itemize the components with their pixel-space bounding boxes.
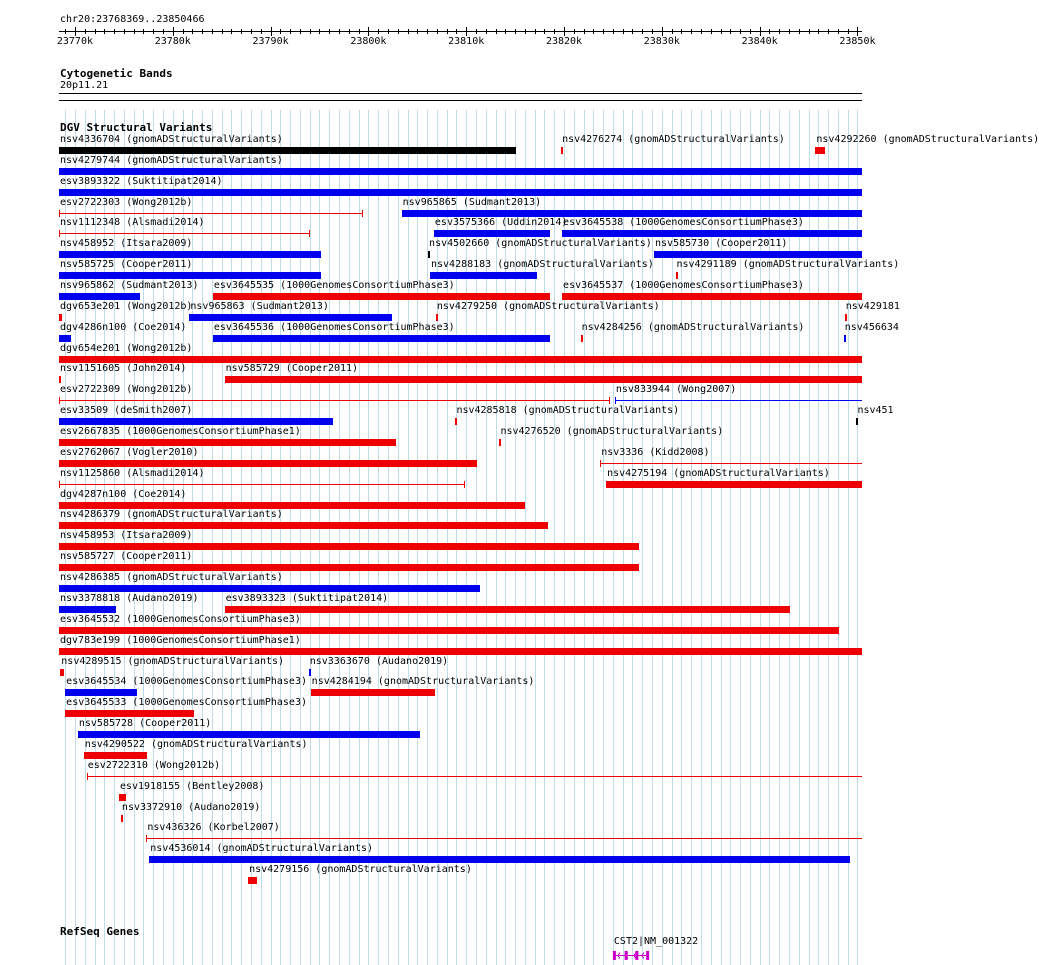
variant-label[interactable]: dgv4286n100 (Coe2014) xyxy=(60,321,187,333)
variant-label[interactable]: nsv3336 (Kidd2008) xyxy=(601,446,710,458)
variant-label[interactable]: esv2667835 (1000GenomesConsortiumPhase1) xyxy=(60,426,301,438)
ruler-tick-label: 23850k xyxy=(839,36,876,47)
variant-label[interactable]: esv3645533 (1000GenomesConsortiumPhase3) xyxy=(66,697,307,709)
variant-label[interactable]: nsv451 xyxy=(857,405,894,417)
variant-label[interactable]: esv33509 (deSmith2007) xyxy=(60,405,193,417)
ruler-tick-label: 23790k xyxy=(252,36,289,47)
variant-feature[interactable] xyxy=(59,502,525,509)
variant-label[interactable]: nsv585728 (Cooper2011) xyxy=(78,718,212,730)
gene-exon[interactable] xyxy=(613,951,616,960)
gene-label[interactable]: CST2|NM_001322 xyxy=(613,936,699,947)
variant-feature[interactable] xyxy=(59,606,116,613)
variant-feature[interactable] xyxy=(248,877,257,884)
cytoband-label: 20p11.21 xyxy=(60,80,109,91)
variant-feature[interactable] xyxy=(213,335,550,342)
variant-feature[interactable] xyxy=(581,335,583,342)
variant-label[interactable]: nsv4336704 (gnomADStructuralVariants) xyxy=(60,134,283,145)
variant-label[interactable]: nsv4275194 (gnomADStructuralVariants) xyxy=(607,467,830,479)
variant-feature[interactable] xyxy=(65,710,194,717)
variant-feature[interactable] xyxy=(121,815,123,822)
variant-feature[interactable] xyxy=(87,776,862,777)
variant-feature[interactable] xyxy=(499,439,501,446)
variant-feature[interactable] xyxy=(455,418,457,425)
variant-feature[interactable] xyxy=(561,147,563,154)
variant-label[interactable]: nsv585730 (Cooper2011) xyxy=(654,238,788,250)
variant-feature[interactable] xyxy=(119,794,126,801)
variant-label[interactable]: nsv458953 (Itsara2009) xyxy=(60,530,193,542)
ruler-tick-label: 23840k xyxy=(741,36,778,47)
variant-label[interactable]: nsv833944 (Wong2007) xyxy=(615,384,737,396)
variant-label[interactable]: nsv4286385 (gnomADStructuralVariants) xyxy=(60,572,283,584)
variant-feature[interactable] xyxy=(59,522,548,529)
variant-feature[interactable] xyxy=(59,356,862,363)
variant-label[interactable]: esv3893323 (Suktitipat2014) xyxy=(225,592,389,604)
variant-label[interactable]: nsv4279156 (gnomADStructuralVariants) xyxy=(249,864,472,876)
variant-feature[interactable] xyxy=(600,463,862,464)
variant-feature[interactable] xyxy=(146,838,862,839)
variant-feature[interactable] xyxy=(654,251,862,258)
refseq-title: RefSeq Genes xyxy=(60,925,140,938)
variant-feature[interactable] xyxy=(189,314,391,321)
variant-feature[interactable] xyxy=(59,484,465,485)
gene-model[interactable] xyxy=(0,945,890,965)
variant-feature[interactable] xyxy=(676,272,678,279)
variant-label[interactable]: nsv3378818 (Audano2019) xyxy=(60,592,199,604)
variant-feature[interactable] xyxy=(815,147,825,154)
variant-label[interactable]: nsv585729 (Cooper2011) xyxy=(225,363,359,375)
variant-feature[interactable] xyxy=(59,564,639,571)
ruler-tick-label: 23830k xyxy=(643,36,680,47)
variant-feature[interactable] xyxy=(59,648,862,655)
variant-label[interactable]: nsv3363670 (Audano2019) xyxy=(309,655,449,667)
variant-feature[interactable] xyxy=(844,335,846,342)
variant-feature[interactable] xyxy=(615,400,862,401)
variant-feature[interactable] xyxy=(59,213,363,214)
variant-feature[interactable] xyxy=(65,689,136,696)
variant-feature[interactable] xyxy=(213,293,550,300)
variant-feature[interactable] xyxy=(311,689,435,696)
variant-label[interactable]: dgv783e199 (1000GenomesConsortiumPhase1) xyxy=(60,634,301,646)
variant-feature[interactable] xyxy=(59,627,839,634)
variant-feature[interactable] xyxy=(59,189,862,196)
variant-label[interactable]: nsv4279744 (gnomADStructuralVariants) xyxy=(60,154,283,166)
variant-label[interactable]: nsv4290522 (gnomADStructuralVariants) xyxy=(84,738,308,750)
variant-feature[interactable] xyxy=(845,314,847,321)
variant-feature[interactable] xyxy=(59,543,639,550)
variant-feature[interactable] xyxy=(59,400,610,401)
variant-label[interactable]: nsv965865 (Sudmant2013) xyxy=(402,196,542,208)
variant-label[interactable]: nsv4279250 (gnomADStructuralVariants) xyxy=(436,300,660,312)
variant-feature[interactable] xyxy=(309,669,311,676)
dgv-title: DGV Structural Variants xyxy=(60,121,213,134)
variant-feature[interactable] xyxy=(562,230,862,237)
ruler-tick-label: 23800k xyxy=(350,36,387,47)
variant-feature[interactable] xyxy=(59,376,61,383)
variant-feature[interactable] xyxy=(436,314,438,321)
variant-feature[interactable] xyxy=(59,272,321,279)
variant-label[interactable]: nsv429181 xyxy=(845,300,900,312)
variant-feature[interactable] xyxy=(78,731,420,738)
variant-feature[interactable] xyxy=(59,293,140,300)
variant-label[interactable]: esv3645538 (1000GenomesConsortiumPhase3) xyxy=(563,217,804,229)
variant-label[interactable]: nsv1125860 (Alsmadi2014) xyxy=(60,467,205,479)
variant-feature[interactable] xyxy=(225,376,862,383)
variant-feature[interactable] xyxy=(59,335,71,342)
variant-label[interactable]: nsv3372910 (Audano2019) xyxy=(121,801,261,813)
variant-label[interactable]: esv3645535 (1000GenomesConsortiumPhase3) xyxy=(213,280,455,292)
variant-feature[interactable] xyxy=(59,233,310,234)
variant-label[interactable]: esv3575366 (Uddin2014) xyxy=(434,217,568,229)
cytobands-title: Cytogenetic Bands xyxy=(60,67,173,80)
variant-feature[interactable] xyxy=(856,418,858,425)
variant-label[interactable]: esv2762067 (Vogler2010) xyxy=(60,446,199,458)
variant-feature[interactable] xyxy=(59,147,516,154)
variant-feature[interactable] xyxy=(428,251,430,258)
variant-label[interactable]: nsv4284256 (gnomADStructuralVariants) xyxy=(581,321,805,333)
variant-label[interactable]: esv1918155 (Bentley2008) xyxy=(119,780,265,792)
variant-label[interactable]: nsv585727 (Cooper2011) xyxy=(60,551,193,563)
variant-label[interactable]: nsv585725 (Cooper2011) xyxy=(60,259,193,271)
variant-label[interactable]: esv3645536 (1000GenomesConsortiumPhase3) xyxy=(213,321,455,333)
variant-label[interactable]: nsv1151605 (John2014) xyxy=(60,363,187,375)
variant-label[interactable]: nsv458952 (Itsara2009) xyxy=(60,238,193,250)
variant-label[interactable]: dgv4287n100 (Coe2014) xyxy=(60,488,187,500)
variant-feature[interactable] xyxy=(84,752,148,759)
variant-feature[interactable] xyxy=(149,856,849,863)
variant-label[interactable]: nsv456634 xyxy=(844,321,899,333)
variant-label[interactable]: nsv965862 (Sudmant2013) xyxy=(60,280,199,292)
ruler-tick-label: 23780k xyxy=(154,36,191,47)
variant-feature[interactable] xyxy=(59,314,62,321)
variant-label[interactable]: esv2722303 (Wong2012b) xyxy=(60,196,193,208)
variant-label[interactable]: nsv436326 (Korbel2007) xyxy=(147,822,280,834)
variant-label[interactable]: nsv4536014 (gnomADStructuralVariants) xyxy=(150,843,374,855)
variant-label[interactable]: esv3645534 (1000GenomesConsortiumPhase3) xyxy=(66,676,307,688)
variant-label[interactable]: nsv4276520 (gnomADStructuralVariants) xyxy=(500,426,724,438)
variant-label[interactable]: nsv4286379 (gnomADStructuralVariants) xyxy=(60,509,283,521)
variant-label[interactable]: esv3893322 (Suktitipat2014) xyxy=(60,175,223,187)
variant-feature[interactable] xyxy=(59,251,321,258)
variant-feature[interactable] xyxy=(59,439,396,446)
variant-feature[interactable] xyxy=(59,460,477,467)
variant-feature[interactable] xyxy=(606,481,862,488)
variant-feature[interactable] xyxy=(59,585,480,592)
variant-feature[interactable] xyxy=(562,293,862,300)
variant-feature[interactable] xyxy=(430,272,537,279)
variant-label[interactable]: nsv4288183 (gnomADStructuralVariants) xyxy=(431,259,654,271)
variant-feature[interactable] xyxy=(402,210,862,217)
variant-label[interactable]: nsv4502660 (gnomADStructuralVariants) xyxy=(429,238,652,250)
variant-label[interactable]: esv3645537 (1000GenomesConsortiumPhase3) xyxy=(563,280,804,292)
variant-feature[interactable] xyxy=(59,168,862,175)
variant-label[interactable]: nsv4291189 (gnomADStructuralVariants) xyxy=(676,259,900,271)
variant-label[interactable]: nsv4285818 (gnomADStructuralVariants) xyxy=(456,405,680,417)
variant-label[interactable]: nsv4284194 (gnomADStructuralVariants) xyxy=(311,676,535,688)
variant-label[interactable]: nsv965863 (Sudmant2013) xyxy=(190,300,329,312)
variant-label[interactable]: nsv4289515 (gnomADStructuralVariants) xyxy=(61,655,285,667)
gene-exon[interactable] xyxy=(635,951,638,960)
ruler-tick-label: 23770k xyxy=(56,36,94,47)
variant-label[interactable]: dgv653e201 (Wong2012b) xyxy=(60,300,193,312)
ruler-tick-label: 23820k xyxy=(545,36,583,47)
gene-exon[interactable] xyxy=(646,951,649,960)
variant-label[interactable]: esv2722309 (Wong2012b) xyxy=(60,384,193,396)
position-label: chr20:23768369..23850466 xyxy=(60,14,205,25)
variant-label[interactable]: nsv4276274 (gnomADStructuralVariants) xyxy=(562,134,785,145)
variant-label[interactable]: nsv1112348 (Alsmadi2014) xyxy=(60,217,205,229)
variant-feature[interactable] xyxy=(225,606,790,613)
variant-label[interactable]: dgv654e201 (Wong2012b) xyxy=(60,342,193,354)
variant-feature[interactable] xyxy=(434,230,550,237)
variant-label[interactable]: esv2722310 (Wong2012b) xyxy=(87,759,221,771)
variant-feature[interactable] xyxy=(60,669,64,676)
variant-label[interactable]: esv3645532 (1000GenomesConsortiumPhase3) xyxy=(60,613,301,625)
ruler-tick-label: 23810k xyxy=(448,36,485,47)
variant-label[interactable]: nsv4292260 (gnomADStructuralVariants) xyxy=(816,134,1039,145)
variant-feature[interactable] xyxy=(59,418,333,425)
